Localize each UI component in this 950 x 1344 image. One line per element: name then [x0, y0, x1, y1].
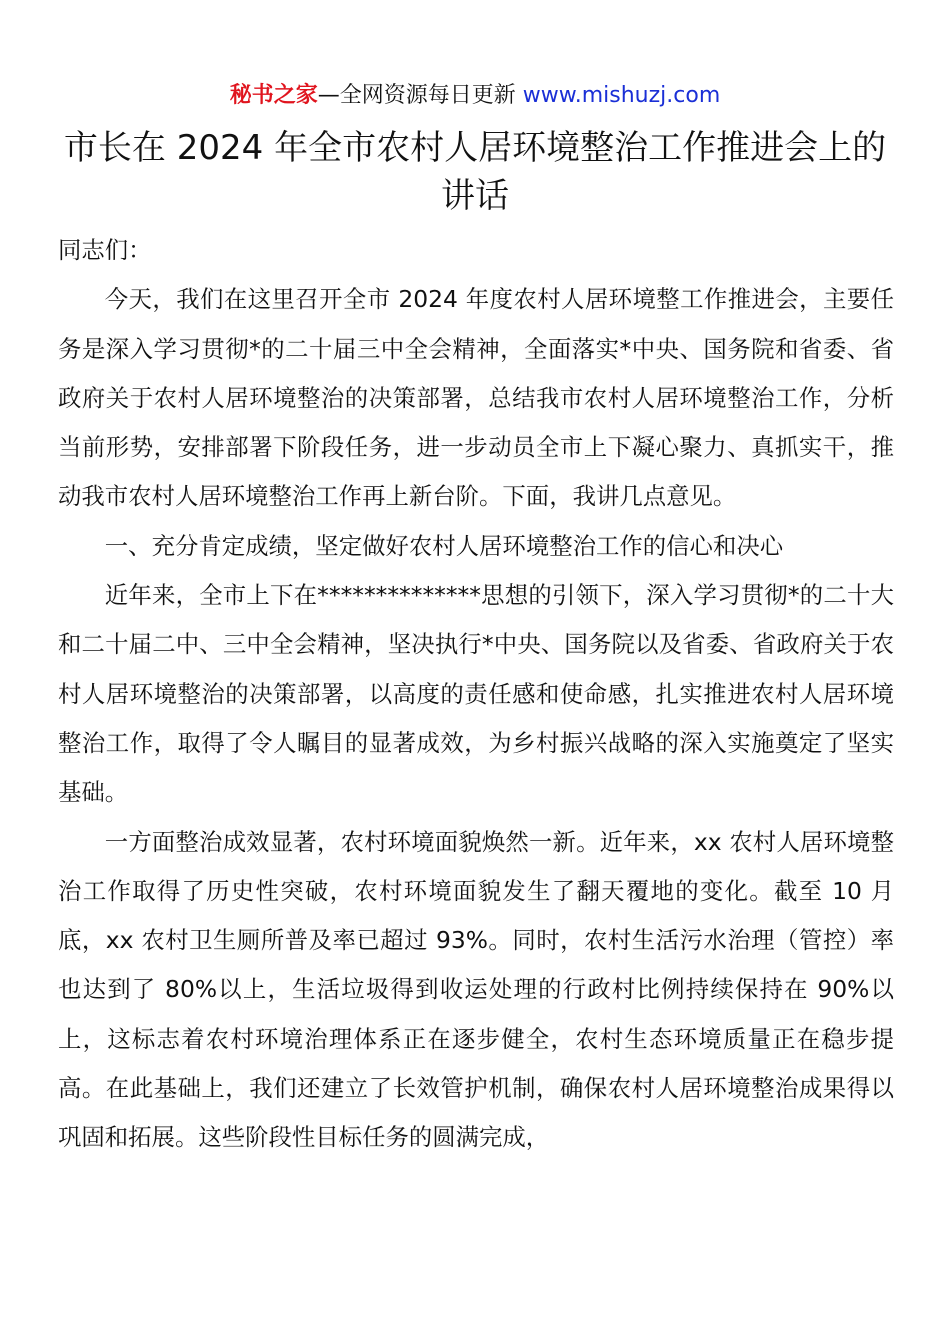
section-heading: 一、充分肯定成绩，坚定做好农村人居环境整治工作的信心和决心	[104, 531, 784, 560]
site-header	[0, 80, 950, 112]
paragraph-intro: 今天，我们在这里召开全市 2024 年度农村人居环境整工作推进会，主要任务是深入学习贯彻*的二十届三中全会精神，全面落实*中央、国务院和省委、省政府关于农村人居环境整治的决策部署，总结我市农村人居环境整治工作，分析当前形势，安排部署下阶段任务，进一步动员全市上下凝心聚力、真抓实干，推动我市农村人居环境整治工作再上新台阶。下面，我讲几点意见。	[58, 285, 894, 511]
salutation: 同志们：	[58, 236, 152, 264]
site-link[interactable]: www.mishuzj.com	[522, 83, 721, 108]
paragraph-achievements: 近年来，全市上下在**************思想的引领下，深入学习贯彻*的二十大和二十届二中、三中全会精神，坚决执行*中央、国务院以及省委、省政府关于农村人居环境整治的决策部署，以高度的责任感和使命感，扎实推进农村人居环境整治工作，取得了令人瞩目的显著成效，为乡村振兴战略的深入实施奠定了坚实基础。	[58, 581, 894, 807]
paragraph-results: 一方面整治成效显著，农村环境面貌焕然一新。近年来，xx 农村人居环境整治工作取得了历史性突破，农村环境面貌发生了翻天覆地的变化。截至 10 月底，xx 农村卫生厕所普及率已超过 93%。同时，农村生活污水治理（管控）率也达到了 80%以上，生活垃圾得到收运处理的行政村比例持续保持在 90%以上，这标志着农村环境治理体系正在逐步健全，农村生态环境质量正在稳步提高。在此基础上，我们还建立了长效管护机制，确保农村人居环境整治成果得以巩固和拓展。这些阶段性目标任务的圆满完成，	[58, 827, 894, 1152]
header-tagline: —全网资源每日更新	[317, 83, 523, 108]
brand-name: 秘书之家	[229, 83, 318, 108]
document-title: 市长在 2024 年全市农村人居环境整治工作推进会上的讲话	[63, 128, 887, 216]
document-body	[58, 226, 894, 1163]
